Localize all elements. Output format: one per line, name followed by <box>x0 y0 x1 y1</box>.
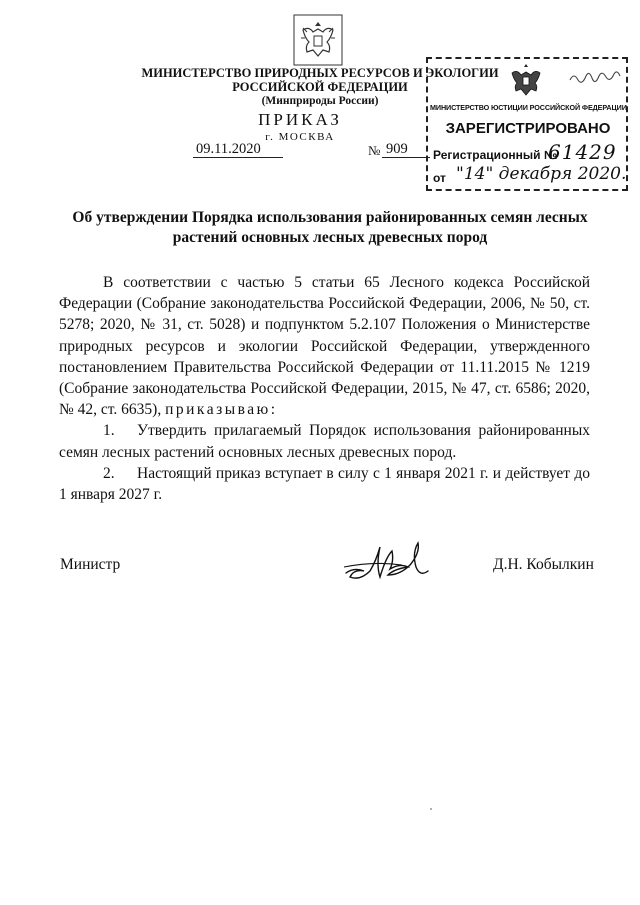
item-number: 2. <box>103 464 115 482</box>
city-label: г. МОСКВА <box>265 131 335 143</box>
handwritten-signature <box>336 531 446 591</box>
coat-of-arms-emblem <box>293 14 343 66</box>
preamble-text: В соответствии с частью 5 статьи 65 Лесного кодекса Российской Федерации (Собрание законодательства Российской Федерации, 2006, № 50, ст. 5278; 2020, № 31, ст. 5028) и подпунктом 5.2.107 Положения о Министерстве природных ресурсов и экологии Российской Федерации, утвержденного постановлением Правительства Российской Федерации от 11.11.2015 № 1219 (Собрание законодательства Российской Федерации, 2015, № 47, ст. 6586; 2020, № 42, ст. 6635), <box>59 274 590 419</box>
order-date: 09.11.2020 <box>196 141 261 157</box>
order-word: приказываю: <box>165 401 278 419</box>
preamble-paragraph <box>59 272 590 420</box>
title-line2: растений основных лесных древесных пород <box>172 229 488 246</box>
item-text: Утвердить прилагаемый Порядок использования районированных семян лесных растений основных лесных древесных пород. <box>59 422 590 461</box>
order-number: 909 <box>386 141 408 157</box>
document-body <box>59 272 590 505</box>
stamp-registration-label: Регистрационный № <box>433 148 558 162</box>
stamp-date-value: "14" декабря 2020. <box>456 164 627 184</box>
item-number: 1. <box>103 422 115 440</box>
document-type-heading: ПРИКАЗ <box>258 110 342 129</box>
stamp-status: ЗАРЕГИСТРИРОВАНО <box>445 120 611 137</box>
scan-speck <box>430 808 432 810</box>
stamp-registration-number: 61429 <box>548 140 617 164</box>
title-line1: Об утверждении Порядка использования районированных семян лесных <box>72 209 588 226</box>
order-item <box>59 420 590 462</box>
order-item <box>59 463 590 505</box>
signatory-name: Д.Н. Кобылкин <box>493 556 594 573</box>
stamp-date-label: от <box>433 171 446 185</box>
document-title <box>60 208 600 248</box>
ministry-name-line2: РОССИЙСКОЙ ФЕДЕРАЦИИ <box>232 80 408 94</box>
number-underline <box>382 157 430 158</box>
stamp-handwriting-mark <box>568 66 624 88</box>
stamp-ministry-name: МИНИСТЕРСТВО ЮСТИЦИИ РОССИЙСКОЙ ФЕДЕРАЦИИ <box>430 103 627 112</box>
date-underline <box>193 157 283 158</box>
stamp-emblem-icon <box>506 61 546 101</box>
ministry-name-line1: МИНИСТЕРСТВО ПРИРОДНЫХ РЕСУРСОВ И ЭКОЛОГИИ <box>141 66 499 80</box>
item-text: Настоящий приказ вступает в силу с 1 января 2021 г. и действует до 1 января 2027 г. <box>59 464 590 504</box>
number-sign: № <box>368 143 381 158</box>
signatory-position: Министр <box>60 556 121 573</box>
ministry-abbreviation: (Минприроды России) <box>261 95 379 107</box>
